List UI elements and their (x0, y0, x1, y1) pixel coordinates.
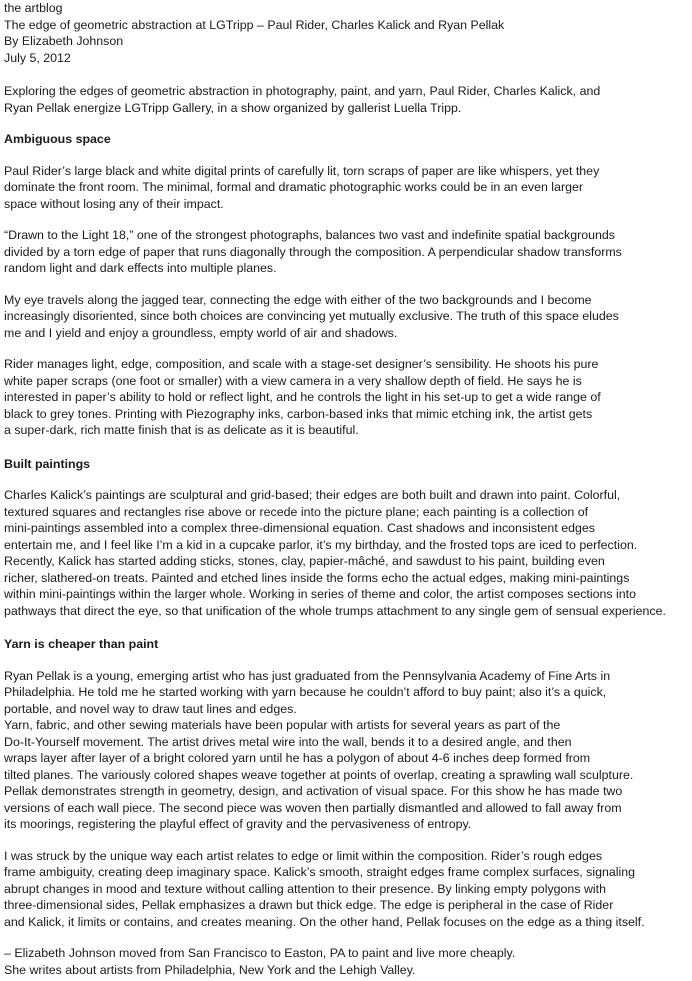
article (4, 0, 690, 978)
paragraph-line: abrupt changes in mood and texture without calling attention to their presence. By linking empty polygons with (4, 881, 606, 896)
paragraph-line: Exploring the edges of geometric abstraction in photography, paint, and yarn, Paul Rider, Charles Kalick, and (4, 84, 601, 98)
paragraph-line: Yarn, fabric, and other sewing materials have been popular with artists for several years as part of the (4, 718, 561, 732)
article-header (4, 0, 690, 66)
paragraph-line: versions of each wall piece. The second piece was woven then partially dismantled and allowed to fall away from (4, 800, 622, 815)
paragraph-line: a super-dark, rich matte finish that is as delicate as it is beautiful. (4, 423, 359, 437)
ambiguous-paragraph-1 (4, 163, 690, 213)
byline: By Elizabeth Johnson (4, 34, 124, 48)
paragraph-line: My eye travels along the jagged tear, connecting the edge with either of the two backgrounds and I become (4, 292, 592, 307)
paragraph-line: its moorings, registering the playful effect of gravity and the pervasiveness of entropy. (4, 817, 472, 831)
paragraph-line: I was struck by the unique way each artist relates to edge or limit within the composition. Rider’s rough edges (4, 848, 603, 863)
paragraph-line: space without losing any of their impact. (4, 196, 224, 211)
paragraph-line: wraps layer after layer of a bright colored yarn until he has a polygon of about 4-6 inches deep formed from (4, 751, 591, 765)
ambiguous-paragraph-2 (4, 227, 690, 277)
ambiguous-paragraph-3 (4, 292, 690, 342)
intro-paragraph (4, 83, 690, 116)
paragraph-line: Pellak demonstrates strength in geometry, design, and activation of visual space. For this show he has made two (4, 784, 623, 798)
ambiguous-paragraph-4 (4, 356, 690, 439)
paragraph-line: Rider manages light, edge, composition, and scale with a stage-set designer’s sensibility. He shoots his pure (4, 357, 599, 371)
publish-date: July 5, 2012 (4, 50, 71, 65)
paragraph-line: pathways that direct the eye, so that unification of the whole trumps attachment to any single gem of sensual experience. (4, 603, 666, 618)
paragraph-line: three-dimensional sides, Pellak emphasizes a drawn but thick edge. The edge is peripheral in the case of Rider (4, 898, 614, 912)
paragraph-line: Do-It-Yourself movement. The artist drives metal wire into the wall, bends it to a desired angle, and then (4, 734, 572, 749)
article-title: The edge of geometric abstraction at LGTripp – Paul Rider, Charles Kalick and Ryan Pellak (4, 17, 505, 32)
paragraph-line: Ryan Pellak energize LGTripp Gallery, in a show organized by gallerist Luella Tripp. (4, 100, 462, 115)
paragraph-line: Recently, Kalick has started adding sticks, stones, clay, papier-mâché, and sawdust to his paint, building even (4, 554, 605, 568)
section-heading-built-paintings: Built paintings (4, 456, 91, 471)
paragraph-line: dominate the front room. The minimal, formal and dramatic photographic works could be in an even larger (4, 180, 583, 194)
section-heading-ambiguous-space: Ambiguous space (4, 132, 111, 146)
paragraph-line: richer, slathered-on treats. Painted and etched lines inside the forms echo the actual edges, making mini-paintings (4, 570, 630, 585)
paragraph-line: entertain me, and I feel like I’m a kid in a cupcake parlor, it’s my birthday, and the frosted tops are iced to perfection. (4, 537, 638, 552)
built-paragraph-1 (4, 487, 690, 619)
paragraph-line: Philadelphia. He told me he started working with yarn because he couldn’t afford to buy paint; also it’s a quick, (4, 685, 607, 699)
paragraph-line: me and I yield and enjoy a groundless, empty world of air and shadows. (4, 325, 398, 340)
paragraph-line: portable, and novel way to draw taut lines and edges. (4, 701, 297, 716)
paragraph-line: divided by a torn edge of paper that runs diagonally through the composition. A perpendicular shadow transforms (4, 244, 622, 259)
author-bio (4, 945, 690, 978)
section-heading-yarn: Yarn is cheaper than paint (4, 637, 159, 651)
paragraph-line: white paper scraps (one foot or smaller) with a view camera in a very shallow depth of field. He says he is (4, 373, 582, 388)
paragraph-line: Charles Kalick’s paintings are sculptural and grid-based; their edges are both built and drawn into paint. Colorful, (4, 488, 621, 502)
paragraph-line: and Kalick, it limits or contains, and creates meaning. On the other hand, Pellak focuses on the edge as a thing itself. (4, 914, 645, 929)
paragraph-line: textured squares and rectangles rise above or recede into the picture plane; each painting is a collection of (4, 504, 589, 519)
paragraph-line: random light and dark effects into multiple planes. (4, 261, 277, 275)
site-name: the artblog (4, 1, 63, 15)
paragraph-line: tilted planes. The variously colored shapes weave together at points of overlap, creating a sprawling wall sculpture. (4, 767, 634, 782)
paragraph-line: interested in paper’s ability to hold or reflect light, and he controls the light in his set-up to get a wide range of (4, 390, 601, 404)
paragraph-line: increasingly disoriented, since both choices are convincing yet mutually exclusive. The truth of this space eludes (4, 309, 619, 323)
conclusion-paragraph (4, 848, 690, 931)
paragraph-line: Ryan Pellak is a young, emerging artist who has just graduated from the Pennsylvania Academy of Fine Arts in (4, 668, 611, 683)
paragraph-line: within mini-paintings within the larger whole. Working in series of theme and color, the artist composes sections into (4, 587, 636, 601)
yarn-paragraph-1 (4, 668, 690, 833)
paragraph-line: black to grey tones. Printing with Piezography inks, carbon-based inks that mimic etching ink, the artist gets (4, 406, 593, 421)
paragraph-line: – Elizabeth Johnson moved from San Francisco to Easton, PA to paint and live more cheaply. (4, 946, 516, 960)
paragraph-line: frame ambiguity, creating deep imaginary space. Kalick’s smooth, straight edges frame complex surfaces, signaling (4, 865, 636, 879)
paragraph-line: Paul Rider’s large black and white digital prints of carefully lit, torn scraps of paper are like whispers, yet they (4, 163, 600, 178)
paragraph-line: mini-paintings assembled into a complex three-dimensional equation. Cast shadows and inconsistent edges (4, 521, 595, 535)
paragraph-line: “Drawn to the Light 18,” one of the strongest photographs, balances two vast and indefinite spatial backgrounds (4, 228, 615, 242)
paragraph-line: She writes about artists from Philadelphia, New York and the Lehigh Valley. (4, 962, 416, 977)
